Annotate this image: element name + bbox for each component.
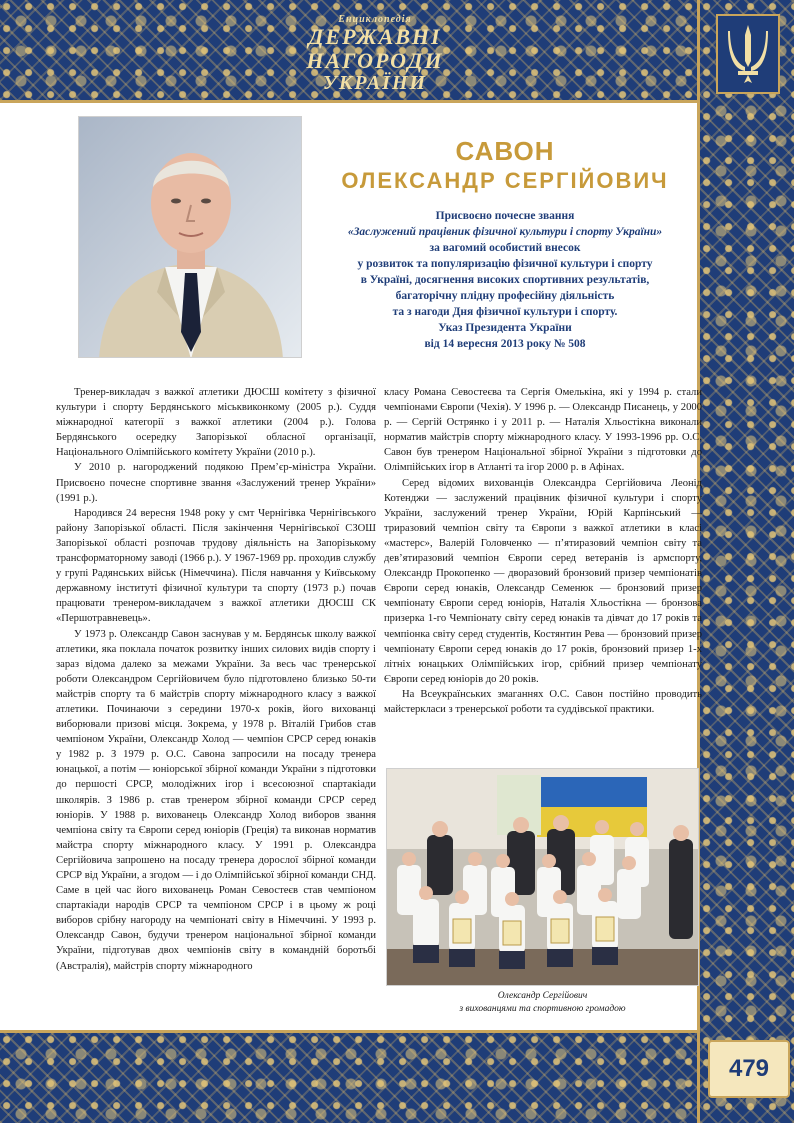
trident-icon [716, 14, 780, 94]
banner-line-1: Енциклопедія [338, 14, 412, 25]
award-line: у розвиток та популяризацію фізичної культури і спорту [357, 258, 653, 270]
encyclopedia-banner [250, 14, 500, 94]
award-line: в Україні, досягнення високих спортивних результатів, [360, 274, 650, 286]
award-line: за вагомий особистий внесок [429, 242, 581, 254]
paragraph: На Всеукраїнських змаганнях О.С. Савон постійно проводить майстеркласи з тренерської роботи та суддівської практики. [384, 688, 702, 715]
decree-date: від 14 вересня 2013 року № 508 [424, 338, 586, 350]
surname: САВОН [455, 136, 555, 166]
paragraph: Тренер-викладач з важкої атлетики ДЮСШ комітету з фізичної культури і спорту Бердянського міськвиконкому (2005 р.). Суддя міжнародної категорії з важкої атлетики (2004 р.). Голова Бердянського осередку Запорізької обласної організації, Національного Олімпійського комітету України (2010 р.). [56, 387, 376, 459]
biography-left-column [56, 385, 376, 974]
paragraph: У 2010 р. нагороджений подякою Прем’єр-міністра України. Присвоєно почесне спортивне звання «Заслужений тренер України» (1991 р.). [56, 462, 376, 504]
award-line: Присвоєно почесне звання [435, 210, 575, 222]
paragraph: Серед відомих вихованців Олександра Сергійовича Леонід Котенджи — заслужений працівник фізичної культури і спорту України, заслужений тренер України, Юрій Карпінський — триразовий чемпіон світу та Європи з важкої атлетики в класі «мастерс», Валерій Головченко — п’ятиразовий чемпіон світу та дев’ятиразовий чемпіон Європи серед ветеранів із армспорту, Олександр Прокопенко — дворазовий бронзовий призер чемпіонатів Європи серед юнаків, Олександр Семенюк — бронзовий призер чемпіонату Європи серед юніорів, Наталія Хльостікна — бронзова призерка 1-го Чемпіонату світу серед юнаків та дівчат до 17 років та чемпіонка світу серед студентів, Костянтин Рева — бронзовий призер чемпіонату Європи серед юнаків до 17 років, бронзовий призер 1-х літніх юнацьких Олімпійських ігор, срібний призер чемпіонату Європи серед юніорів до 20 років. [384, 477, 702, 685]
given-names: ОЛЕКСАНДР СЕРГІЙОВИЧ [341, 168, 669, 193]
person-name [320, 136, 690, 196]
paragraph: Народився 24 вересня 1948 року у смт Чернігівка Чернігівського району Запорізької області. Після закінчення Чернігівської СЗОШ Запорізької області розпочав трудову діяльність на Запорізькому трансформаторному заводі (1966 р.). У 1967-1969 рр. проходив службу у групі Радянських військ (Німеччина). Після навчання у Київському державному інституті фізичної культури та спорту (1973 р.) почав працювати тренером-викладачем з важкої атлетики ДЮСШ СК «Першотравневець». [56, 507, 376, 625]
paragraph: У 1973 р. Олександр Савон заснував у м. Бердянськ школу важкої атлетики, яка поклала початок розвитку інших силових видів спорту і зараз відома далеко за межами України. За весь час тренерської роботи Олександром Сергійовичем було підготовлено близько 50-ти майстрів спорту та 6 майстрів спорту міжнародного класу з важкої атлетики. Починаючи з середини 1970-х років, його вихованці виборювали призові місця. Зокрема, у 1978 р. Віталій Грибов став чемпіоном України, Олександр Холод — чемпіон СРСР серед юнаків у 1982 р. З 1979 р. О.С. Савона запросили на посаду тренера юнацької, а потім — юніорської збірної команди України з підготовки до першості СРСР, молодіжних ігор і всесоюзної спартакіади школярів. З 1986 р. став тренером збірної команди СРСР серед юніорів. У 1988 р. вихованець Олександр Холод виборов звання чемпіона світу та Європи серед юніорів (Греція) та виконав норматив майстра спорту міжнародного класу. У 1991 р. Олександра Сергійовича запрошено на посаду тренера дорослої збірної команди СРСР від України, а згодом — і до Олімпійської збірної команди СНД. Саме в цей час його вихованець Роман Севостеєв став чемпіоном спартакіади народів СРСР та чемпіоном СРСР і в цьому ж році виборов срібну нагороду на чемпіонаті світу в Німеччині. У 1993 р. Олександр Савон, будучи тренером національної збірної команди України, підготував двох чемпіонів світу в командній боротьбі (Австралія), майстрів спорту міжнародного [56, 628, 376, 972]
right-ornament-border [700, 0, 794, 1123]
award-line: та з нагоди Дня фізичної культури і спорту. [392, 306, 618, 318]
bottom-ornament-border [0, 1033, 700, 1123]
award-line: багаторічну плідну професійну діяльність [395, 290, 615, 302]
page-number: 479 [708, 1040, 790, 1098]
paragraph: класу Романа Севостеєва та Сергія Омелькіна, які у 1994 р. стали чемпіонами Європи (Чехія). У 1996 р. — Олександр Писанець, у 2000 р. — Сергій Острянко і у 2011 р. — Наталія Хльостікна виконали норматив майстрів спорту міжнародного класу. У 1993-1996 рр. О.С. Савон був тренером Національної збірної України з підготовки до Олімпійських ігор в Атланті та ігор 2000 р. в Афінах. [384, 387, 702, 474]
gold-rule-top [0, 100, 700, 103]
caption-line-2: з вихованцями та спортивною громадою [459, 1004, 626, 1014]
decree-title: Указ Президента України [438, 322, 572, 334]
gold-rule-bottom [0, 1030, 700, 1033]
biography-right-column [384, 385, 702, 717]
portrait-photo [78, 116, 302, 358]
group-photo [386, 768, 699, 986]
award-statement [320, 208, 690, 352]
photo-caption [386, 990, 699, 1016]
banner-line-3: УКРАЇНИ [322, 72, 428, 94]
banner-line-2: ДЕРЖАВНІ НАГОРОДИ [306, 24, 444, 73]
caption-line-1: Олександр Сергійович [497, 991, 588, 1001]
award-title: «Заслужений працівник фізичної культури і спорту України» [347, 226, 663, 238]
